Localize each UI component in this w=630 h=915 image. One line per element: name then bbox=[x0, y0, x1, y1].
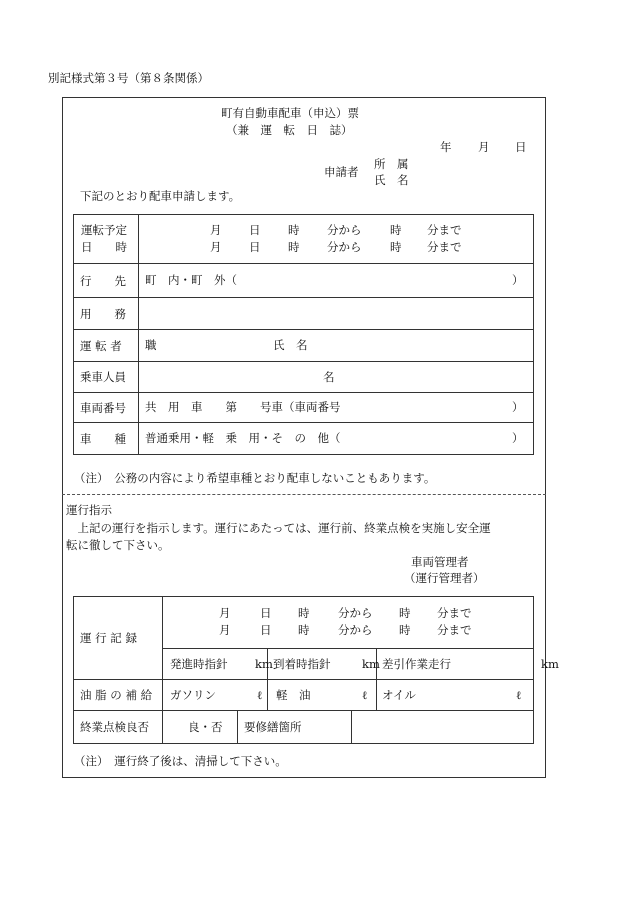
schedule-label-1: 運転予定 bbox=[81, 223, 127, 237]
form-number: 別記様式第３号（第８条関係） bbox=[48, 71, 209, 85]
passengers-label: 乗車人員 bbox=[74, 362, 139, 393]
vehicle-number-label: 車両番号 bbox=[74, 393, 139, 423]
section-divider bbox=[62, 494, 546, 495]
vehicle-type-label: 車 種 bbox=[74, 423, 139, 455]
vehicle-type-row bbox=[74, 423, 534, 455]
diesel-cell[interactable]: 軽 油 ℓ bbox=[268, 680, 377, 711]
name-label: 氏 名 bbox=[374, 173, 409, 187]
record-time-row bbox=[74, 597, 534, 649]
vehicle-number-cell[interactable]: 共 用 車 第 号車（車両番号 ） bbox=[139, 393, 534, 423]
record-label: 運 行 記 録 bbox=[74, 597, 163, 680]
driver-label: 運 転 者 bbox=[74, 330, 139, 362]
date-year: 年 bbox=[440, 140, 452, 154]
purpose-cell[interactable] bbox=[139, 298, 534, 330]
schedule-label-2: 日 時 bbox=[81, 240, 127, 254]
vehicle-number-row bbox=[74, 393, 534, 423]
instruction-heading: 運行指示 bbox=[66, 503, 112, 517]
record-time-cell[interactable]: 月 日 時 分から 時 分まで 月 日 時 分から 時 分まで bbox=[163, 597, 534, 649]
date-day: 日 bbox=[515, 140, 527, 154]
fuel-row bbox=[74, 680, 534, 711]
oil-cell[interactable]: オイル ℓ bbox=[377, 680, 534, 711]
schedule-cell[interactable]: 月 日 時 分から 時 分まで 月 日 時 分から 時 分まで bbox=[139, 215, 534, 264]
driver-row bbox=[74, 330, 534, 362]
repair-label-cell: 要修繕箇所 bbox=[238, 711, 352, 744]
vehicle-type-cell[interactable]: 普通乗用・軽 乗 用・そ の 他（ ） bbox=[139, 423, 534, 455]
arrive-meter-cell[interactable]: 到着時指針 km bbox=[268, 649, 377, 680]
request-table bbox=[73, 214, 534, 455]
passengers-row bbox=[74, 362, 534, 393]
affiliation-label: 所 属 bbox=[374, 157, 409, 171]
distance-cell[interactable]: 差引作業走行 km bbox=[377, 649, 534, 680]
date-month: 月 bbox=[478, 140, 490, 154]
instruction-line-1: 上記の運行を指示します。運行にあたっては、運行前、終業点検を実施し安全運 bbox=[66, 521, 491, 535]
gasoline-cell[interactable]: ガソリン ℓ bbox=[163, 680, 268, 711]
passengers-cell[interactable]: 名 bbox=[139, 362, 534, 393]
intro-text: 下記のとおり配車申請します。 bbox=[80, 189, 241, 203]
repair-value-cell[interactable] bbox=[352, 711, 534, 744]
fuel-label: 油 脂 の 補 給 bbox=[74, 680, 163, 711]
form-subtitle: （兼 運 転 日 誌） bbox=[226, 123, 353, 137]
form-title: 町有自動車配車（申込）票 bbox=[221, 106, 359, 120]
applicant-label: 申請者 bbox=[324, 165, 359, 179]
destination-label: 行 先 bbox=[74, 264, 139, 298]
schedule-row bbox=[74, 215, 534, 264]
note-2: （注） 運行終了後は、清掃して下さい。 bbox=[74, 754, 287, 768]
destination-cell[interactable]: 町 内・町 外（ ） bbox=[139, 264, 534, 298]
purpose-row bbox=[74, 298, 534, 330]
driver-cell[interactable]: 職 氏 名 bbox=[139, 330, 534, 362]
purpose-label: 用 務 bbox=[74, 298, 139, 330]
depart-meter-cell[interactable]: 発進時指針 km bbox=[163, 649, 268, 680]
manager-label: 車両管理者 bbox=[411, 555, 469, 569]
inspection-row bbox=[74, 711, 534, 744]
operation-manager-label: （運行管理者） bbox=[404, 571, 485, 585]
note-1: （注） 公務の内容により希望車種とおり配車しないこともあります。 bbox=[74, 471, 436, 485]
record-table bbox=[73, 596, 559, 744]
instruction-line-2: 転に徹して下さい。 bbox=[66, 538, 170, 552]
destination-row bbox=[74, 264, 534, 298]
inspection-label: 終業点検良否 bbox=[74, 711, 163, 744]
inspection-value-cell[interactable]: 良・否 bbox=[163, 711, 238, 744]
